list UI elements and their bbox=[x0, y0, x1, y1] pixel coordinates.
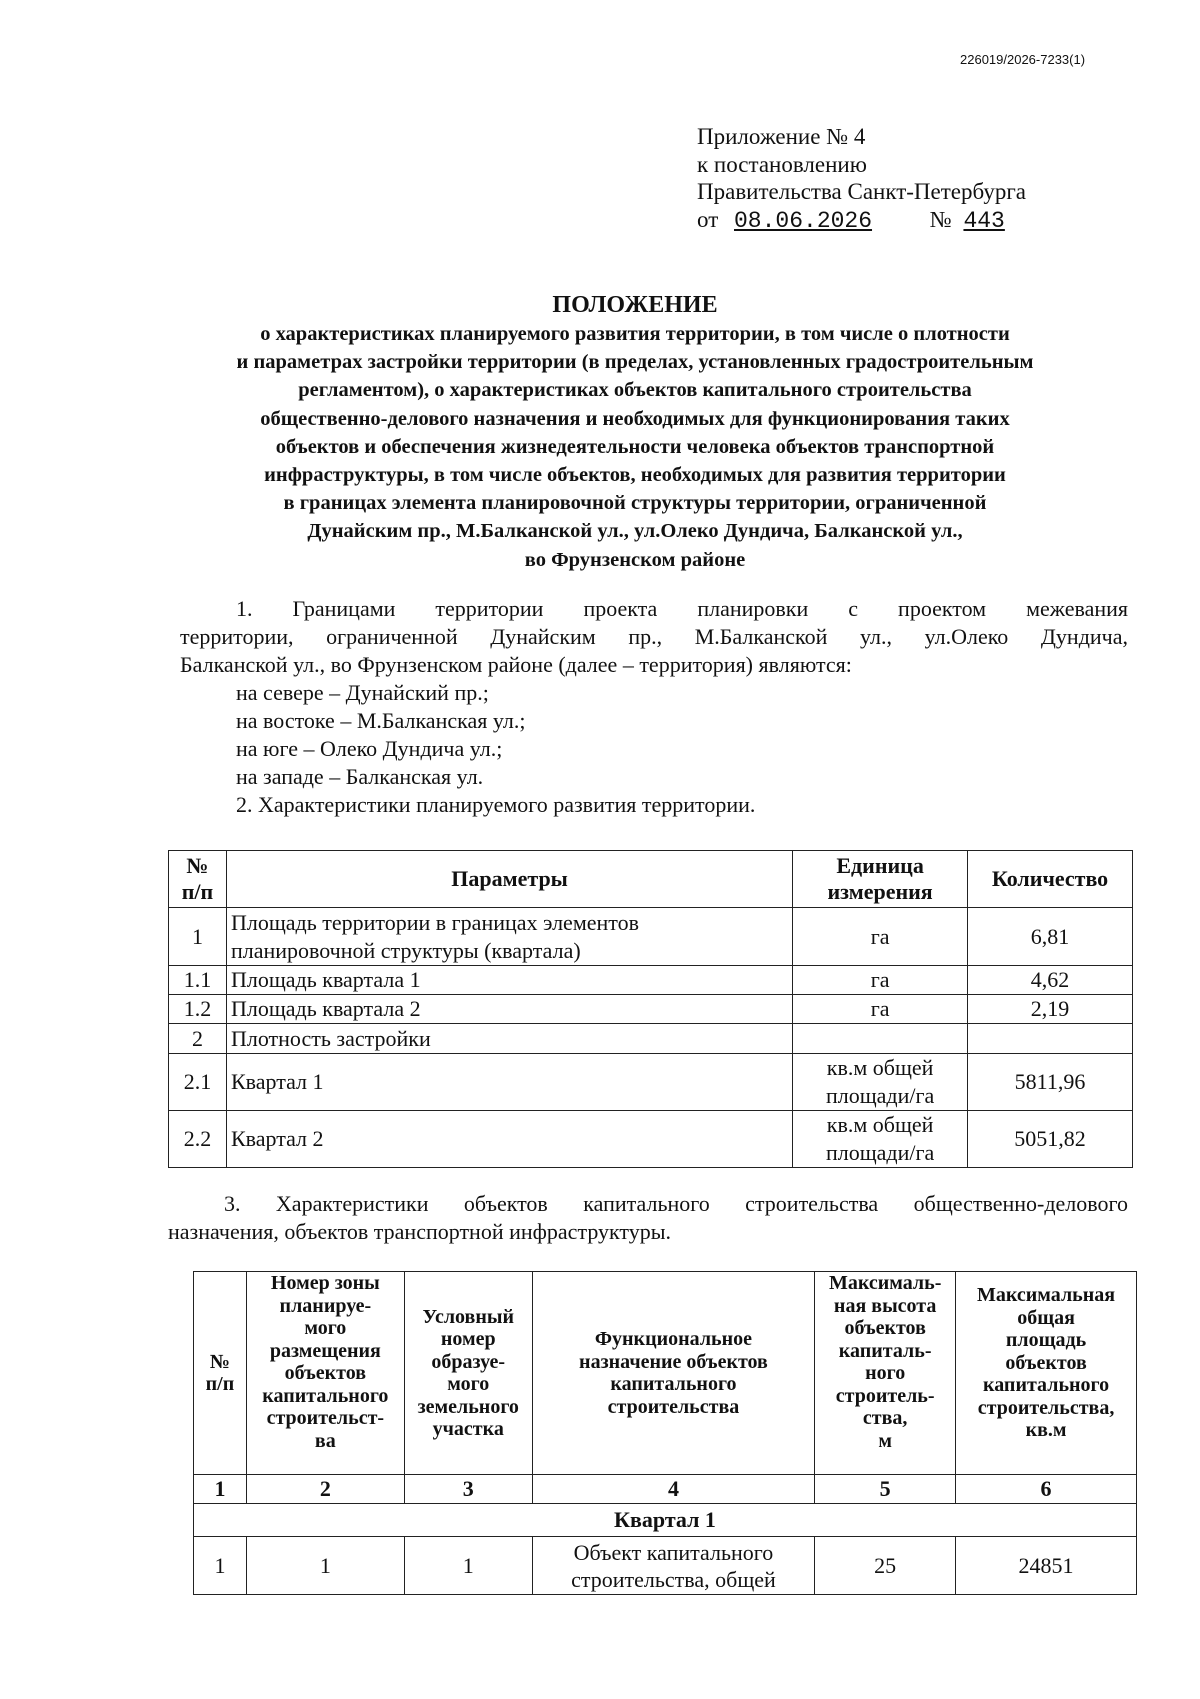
header-col-6: Максимальная общая площадь объектов капитального строительства, кв.м bbox=[956, 1272, 1137, 1475]
cell-param: Плотность застройки bbox=[226, 1024, 792, 1054]
section-1-line: территории, ограниченной Дунайским пр., М.Балканской ул., ул.Олеко Дундича, bbox=[180, 624, 1128, 649]
section-3-line: 3. Характеристики объектов капитального строительства общественно-делового bbox=[224, 1191, 1128, 1216]
header-quantity: Количество bbox=[968, 851, 1133, 908]
column-number: 6 bbox=[956, 1475, 1137, 1504]
cell-qty bbox=[968, 1024, 1133, 1054]
table-row bbox=[169, 995, 1133, 1024]
column-number: 4 bbox=[532, 1475, 815, 1504]
cell-function: Объект капитального строительства, общей bbox=[532, 1537, 815, 1595]
section-1-paragraph bbox=[180, 595, 1128, 679]
from-label: от bbox=[697, 206, 719, 232]
cell-zone: 1 bbox=[246, 1537, 404, 1595]
section-3-paragraph bbox=[168, 1190, 1128, 1246]
header-col-1: № п/п bbox=[194, 1272, 247, 1475]
cell-param: Квартал 1 bbox=[226, 1054, 792, 1111]
cell-unit: кв.м общей площади/га bbox=[793, 1054, 968, 1111]
boundaries-list bbox=[236, 679, 755, 819]
header-col-2: Номер зоны планируе- мого размещения объектов капитального строительст- ва bbox=[246, 1272, 404, 1475]
cell-unit bbox=[793, 1024, 968, 1054]
column-number: 3 bbox=[404, 1475, 532, 1504]
cell-qty: 5051,82 bbox=[968, 1111, 1133, 1168]
cell-qty: 2,19 bbox=[968, 995, 1133, 1024]
title-line: о характеристиках планируемого развития территории, в том числе о плотности bbox=[260, 323, 1010, 345]
header-col-3: Условный номер образуе- мого земельного участка bbox=[404, 1272, 532, 1475]
cell-area: 24851 bbox=[956, 1537, 1137, 1595]
appendix-block bbox=[697, 123, 1043, 235]
title-line: Дунайским пр., М.Балканской ул., ул.Олеко Дундича, Балканской ул., bbox=[307, 520, 963, 543]
appendix-line-3: Правительства Санкт-Петербурга bbox=[697, 179, 1026, 204]
document-registration-number: 226019/2026-7233(1) bbox=[960, 52, 1086, 67]
capital-construction-table bbox=[193, 1271, 1137, 1595]
cell-unit: кв.м общей площади/га bbox=[793, 1111, 968, 1168]
boundary-west: на западе – Балканская ул. bbox=[236, 764, 484, 789]
table-row bbox=[169, 1111, 1133, 1168]
header-unit: Единица измерения bbox=[793, 851, 968, 908]
boundary-south: на юге – Олеко Дундича ул.; bbox=[236, 736, 503, 761]
header-num: № п/п bbox=[169, 851, 227, 908]
section-1-line: 1. Границами территории проекта планировки с проектом межевания bbox=[236, 596, 1128, 621]
header-col-4: Функциональное назначение объектов капитального строительства bbox=[532, 1272, 815, 1475]
cell-num: 1.1 bbox=[169, 966, 227, 995]
column-number: 5 bbox=[815, 1475, 956, 1504]
column-number: 2 bbox=[246, 1475, 404, 1504]
cell-num: 1.2 bbox=[169, 995, 227, 1024]
section-1-line: Балканской ул., во Фрунзенском районе (далее – территория) являются: bbox=[180, 652, 852, 677]
boundary-north: на севере – Дунайский пр.; bbox=[236, 680, 489, 705]
cell-unit: га bbox=[793, 908, 968, 966]
title-line: и параметрах застройки территории (в пределах, установленных градостроительным bbox=[236, 351, 1034, 374]
cell-param: Площадь квартала 2 bbox=[226, 995, 792, 1024]
cell-unit: га bbox=[793, 966, 968, 995]
section-2-title: 2. Характеристики планируемого развития территории. bbox=[236, 792, 756, 817]
cell-unit: га bbox=[793, 995, 968, 1024]
appendix-line-1: Приложение № 4 bbox=[697, 124, 866, 149]
appendix-line-2: к постановлению bbox=[697, 151, 867, 177]
decree-number: 443 bbox=[963, 207, 1005, 234]
header-params: Параметры bbox=[226, 851, 792, 908]
table-row bbox=[169, 1054, 1133, 1111]
section-3-line: назначения, объектов транспортной инфраструктуры. bbox=[168, 1219, 672, 1244]
cell-height: 25 bbox=[815, 1537, 956, 1595]
section-row bbox=[194, 1504, 1137, 1537]
title-line: регламентом), о характеристиках объектов капитального строительства bbox=[298, 379, 972, 402]
section-label: Квартал 1 bbox=[194, 1504, 1137, 1537]
title-line: общественно-делового назначения и необходимых для функционирования таких bbox=[260, 407, 1010, 430]
cell-param: Площадь квартала 1 bbox=[226, 966, 792, 995]
cell-num: 2 bbox=[169, 1024, 227, 1054]
title-heading: ПОЛОЖЕНИЕ bbox=[552, 292, 718, 318]
cell-param: Площадь территории в границах элементов планировочной структуры (квартала) bbox=[226, 908, 792, 966]
cell-qty: 6,81 bbox=[968, 908, 1133, 966]
cell-plot: 1 bbox=[404, 1537, 532, 1595]
planned-development-table bbox=[168, 850, 1133, 1168]
table-row bbox=[169, 1024, 1133, 1054]
column-number: 1 bbox=[194, 1475, 247, 1504]
title-line: во Фрунзенском районе bbox=[524, 548, 746, 571]
table-header-row bbox=[169, 851, 1133, 908]
title-line: объектов и обеспечения жизнедеятельности человека объектов транспортной bbox=[275, 435, 995, 458]
table-row bbox=[169, 966, 1133, 995]
cell-num: 1 bbox=[169, 908, 227, 966]
cell-qty: 5811,96 bbox=[968, 1054, 1133, 1111]
boundary-east: на востоке – М.Балканская ул.; bbox=[236, 708, 526, 733]
number-label: № bbox=[929, 206, 952, 232]
table-row bbox=[169, 908, 1133, 966]
cell-num: 2.1 bbox=[169, 1054, 227, 1111]
header-col-5: Максималь- ная высота объектов капиталь- ного строитель- ства, м bbox=[815, 1272, 956, 1475]
cell-num: 2.2 bbox=[169, 1111, 227, 1168]
table-row bbox=[194, 1537, 1137, 1595]
cell-param: Квартал 2 bbox=[226, 1111, 792, 1168]
document-title bbox=[170, 290, 1100, 574]
title-line: инфраструктуры, в том числе объектов, необходимых для развития территории bbox=[264, 464, 1006, 487]
cell-num: 1 bbox=[194, 1537, 247, 1595]
column-numbering-row bbox=[194, 1475, 1137, 1504]
title-line: в границах элемента планировочной структуры территории, ограниченной bbox=[283, 492, 987, 515]
appendix-date-line bbox=[697, 206, 1043, 236]
decree-date: 08.06.2026 bbox=[734, 207, 873, 234]
cell-qty: 4,62 bbox=[968, 966, 1133, 995]
table-header-row bbox=[194, 1272, 1137, 1475]
